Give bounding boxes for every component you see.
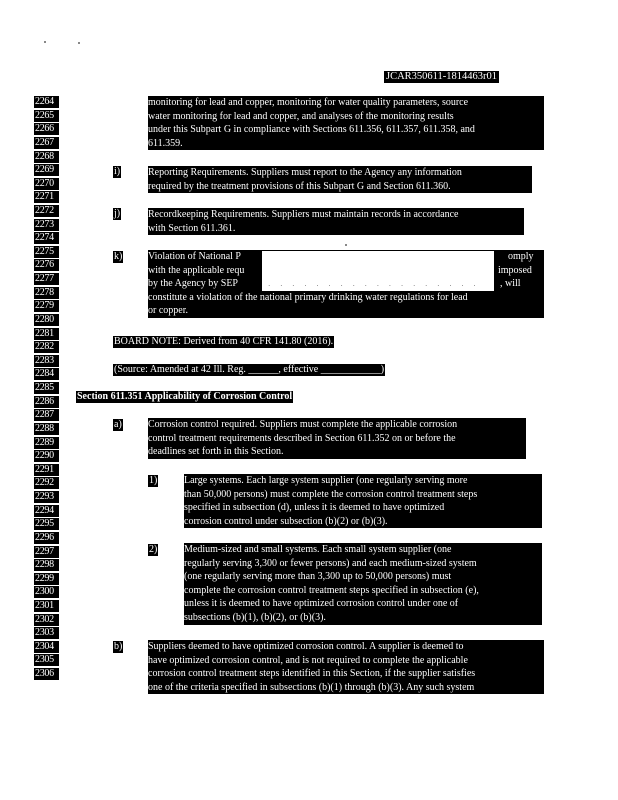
line-number: 2290	[34, 450, 59, 462]
document-id: JCAR350611-1814463r01	[386, 71, 498, 82]
line-number: 2285	[34, 382, 59, 394]
line-number: 2305	[34, 654, 59, 666]
text-line: corrosion control treatment steps identified in this Section, if the supplier satisfies	[148, 668, 476, 680]
line-number: 2277	[34, 273, 59, 285]
line-number: 2284	[34, 368, 59, 380]
line-number: 2293	[34, 491, 59, 503]
section-heading: Section 611.351 Applicability of Corrosion Control	[77, 391, 293, 402]
text-fragment: Violation of National P	[148, 251, 241, 262]
line-number: 2267	[34, 137, 59, 149]
text-line: have optimized corrosion control, and is not required to complete the applicable	[148, 654, 468, 666]
line-number: 2299	[34, 573, 59, 585]
line-number: 2296	[34, 532, 59, 544]
text-line: unless it is deemed to have optimized corrosion control under one of	[184, 598, 459, 610]
line-number: 2269	[34, 164, 59, 176]
source-note: (Source: Amended at 42 Ill. Reg. ______, effective ____________)	[114, 364, 385, 375]
text-fragment: with the applicable requ	[148, 264, 245, 276]
text-line: Recordkeeping Requirements. Suppliers must maintain records in accordance	[148, 209, 459, 220]
text-line: deadlines set forth in this Section.	[148, 446, 284, 458]
text-line: constitute a violation of the national primary drinking water regulations for lead	[148, 291, 468, 303]
text-line: Reporting Requirements. Suppliers must report to the Agency any information	[148, 167, 462, 178]
line-number: 2279	[34, 300, 59, 312]
paragraph-monitoring-continuation	[148, 96, 544, 150]
line-number: 2300	[34, 586, 59, 598]
line-number: 2266	[34, 123, 59, 135]
subsection-marker-b: b)	[114, 641, 123, 652]
line-number: 2289	[34, 437, 59, 449]
paragraph-corrosion-control-required	[148, 418, 526, 459]
line-number: 2297	[34, 546, 59, 558]
line-number: 2302	[34, 614, 59, 626]
text-fragment: , will	[500, 278, 521, 290]
line-number: 2303	[34, 627, 59, 639]
subsection-marker-i: i)	[114, 166, 121, 177]
text-line: than 50,000 persons) must complete the corrosion control treatment steps	[184, 488, 478, 500]
paragraph-reporting-requirements	[148, 166, 532, 193]
text-line: control treatment requirements described in Section 611.352 on or before the	[148, 432, 456, 444]
scan-speck	[345, 244, 347, 246]
scan-speck	[44, 41, 46, 43]
text-line: regularly serving 3,300 or fewer persons) and each medium-sized system	[184, 557, 477, 569]
text-line: subsections (b)(1), (b)(2), or (b)(3).	[184, 611, 326, 623]
line-number: 2272	[34, 205, 59, 217]
board-note: BOARD NOTE: Derived from 40 CFR 141.80 (2016).	[114, 336, 334, 347]
text-line: with Section 611.361.	[148, 222, 236, 234]
subsection-marker-1: 1)	[149, 475, 158, 486]
line-number: 2270	[34, 178, 59, 190]
line-number: 2295	[34, 518, 59, 530]
line-number: 2275	[34, 246, 59, 258]
text-line: water monitoring for lead and copper, and analyses of the monitoring results	[148, 110, 454, 122]
line-number: 2268	[34, 151, 59, 163]
line-number: 2288	[34, 423, 59, 435]
text-line: (one regularly serving more than 3,300 up to 50,000 persons) must	[184, 571, 452, 583]
paragraph-recordkeeping-requirements	[148, 208, 524, 235]
line-number: 2304	[34, 641, 59, 653]
line-number: 2271	[34, 191, 59, 203]
text-fragment: omply	[508, 251, 534, 262]
line-number: 2276	[34, 259, 59, 271]
line-number: 2298	[34, 559, 59, 571]
line-number: 2294	[34, 505, 59, 517]
line-number: 2280	[34, 314, 59, 326]
line-number: 2283	[34, 355, 59, 367]
paragraph-large-systems	[184, 474, 542, 528]
faint-dots: · · · · · · · · · · · · · · · · · ·	[268, 282, 480, 290]
subsection-marker-k: k)	[114, 251, 123, 262]
text-line: monitoring for lead and copper, monitoring for water quality parameters, source	[148, 97, 469, 108]
line-number: 2265	[34, 110, 59, 122]
text-fragment: imposed	[498, 264, 532, 276]
line-number: 2291	[34, 464, 59, 476]
paragraph-deemed-optimized	[148, 640, 544, 694]
line-number: 2282	[34, 341, 59, 353]
line-number: 2274	[34, 232, 59, 244]
text-line: complete the corrosion control treatment steps specified in subsection (e),	[184, 584, 479, 596]
text-line: under this Subpart G in compliance with Sections 611.356, 611.357, 611.358, and	[148, 124, 475, 136]
text-line: Suppliers deemed to have optimized corrosion control. A supplier is deemed to	[148, 641, 464, 652]
text-line: corrosion control under subsection (b)(2) or (b)(3).	[184, 515, 388, 527]
text-line: specified in subsection (d), unless it is deemed to have optimized	[184, 502, 445, 514]
subsection-marker-a: a)	[114, 419, 122, 430]
line-number: 2287	[34, 409, 59, 421]
paragraph-medium-small-systems	[184, 543, 542, 625]
text-line: Corrosion control required. Suppliers must complete the applicable corrosion	[148, 419, 458, 430]
text-line: one of the criteria specified in subsections (b)(1) through (b)(3). Any such system	[148, 681, 475, 693]
text-line: required by the treatment provisions of this Subpart G and Section 611.360.	[148, 180, 451, 192]
text-line: or copper.	[148, 305, 188, 317]
line-number: 2292	[34, 477, 59, 489]
text-line: Large systems. Each large system supplier (one regularly serving more	[184, 475, 468, 486]
text-fragment: by the Agency by SEP	[148, 278, 238, 290]
line-number: 2286	[34, 396, 59, 408]
line-number: 2301	[34, 600, 59, 612]
line-number: 2264	[34, 96, 59, 108]
line-number: 2273	[34, 219, 59, 231]
line-number: 2306	[34, 668, 59, 680]
text-line: Medium-sized and small systems. Each small system supplier (one	[184, 544, 452, 555]
text-line: 611.359.	[148, 137, 183, 149]
line-number: 2278	[34, 287, 59, 299]
scan-speck	[78, 42, 80, 44]
subsection-marker-2: 2)	[149, 544, 158, 555]
subsection-marker-j: j)	[114, 208, 121, 219]
line-number: 2281	[34, 328, 59, 340]
